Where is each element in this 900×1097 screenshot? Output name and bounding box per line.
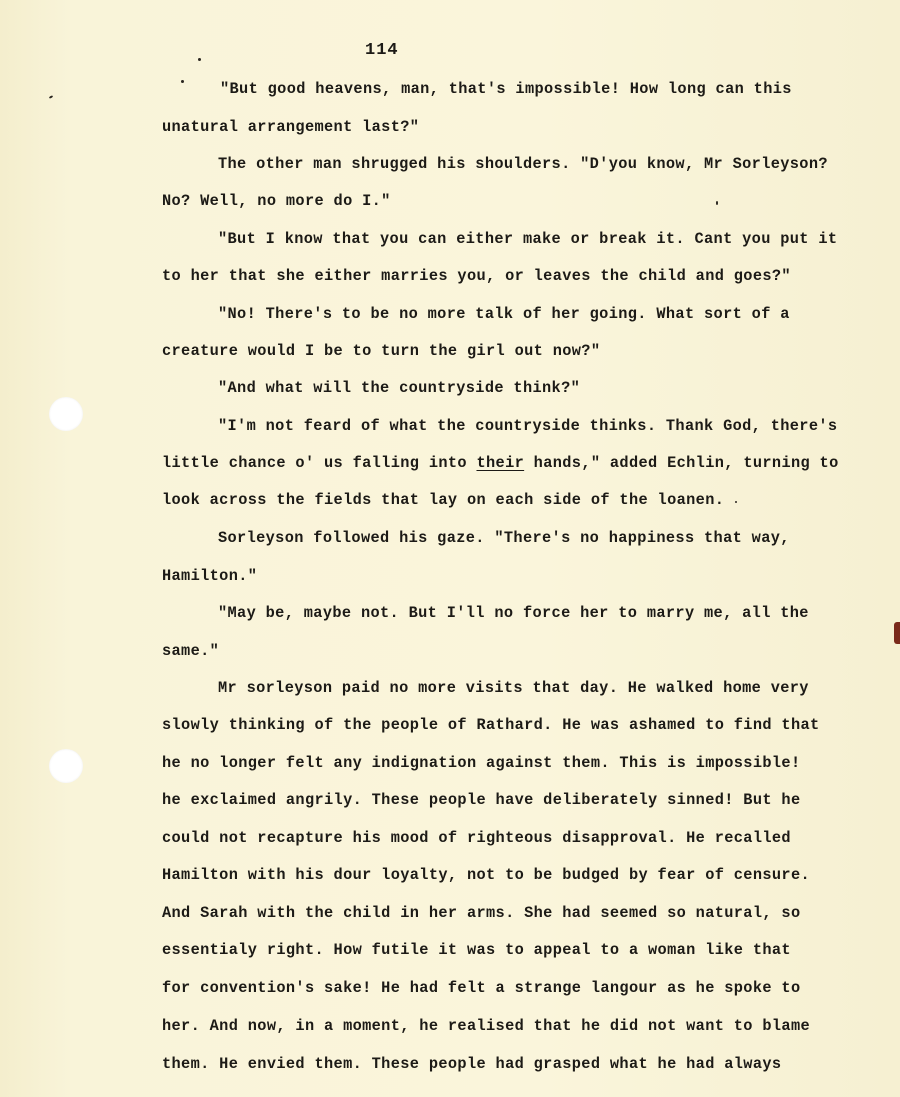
text-line: Mr sorleyson paid no more visits that day. He walked home very [218, 679, 809, 697]
text-line: look across the fields that lay on each side of the loanen. [162, 491, 725, 509]
text-line: "But good heavens, man, that's impossible! How long can this [220, 80, 792, 98]
text-line: Hamilton with his dour loyalty, not to be budged by fear of censure. [162, 866, 811, 884]
text-line: slowly thinking of the people of Rathard. He was ashamed to find that [162, 716, 820, 734]
text-line: her. And now, in a moment, he realised that he did not want to blame [162, 1017, 811, 1035]
text-line: Sorleyson followed his gaze. "There's no happiness that way, [218, 529, 790, 547]
ink-speck [716, 201, 718, 205]
text-line: "But I know that you can either make or break it. Cant you put it [218, 230, 838, 248]
text-line: "I'm not feard of what the countryside thinks. Thank God, there's [218, 417, 838, 435]
text-line: The other man shrugged his shoulders. "D'you know, Mr Sorleyson? [218, 155, 828, 173]
text-line: same." [162, 642, 220, 660]
text-line: he exclaimed angrily. These people have deliberately sinned! But he [162, 791, 801, 809]
text-line [162, 453, 839, 473]
text-line: essentialy right. How futile it was to appeal to a woman like that [162, 941, 791, 959]
text-line: "May be, maybe not. But I'll no force her to marry me, all the [218, 604, 809, 622]
text-line: them. He envied them. These people had grasped what he had always [162, 1055, 782, 1073]
text-segment: little chance o' us falling into [162, 454, 477, 472]
text-line: to her that she either marries you, or leaves the child and goes?" [162, 267, 791, 285]
text-line: "No! There's to be no more talk of her going. What sort of a [218, 305, 790, 323]
text-segment: hands," added Echlin, turning to [524, 454, 839, 472]
text-line: creature would I be to turn the girl out now?" [162, 342, 601, 360]
ink-speck [49, 95, 53, 99]
punch-hole-lower [49, 749, 83, 783]
ink-speck [181, 80, 184, 83]
text-line: "And what will the countryside think?" [218, 379, 581, 397]
text-line: unatural arrangement last?" [162, 118, 420, 136]
edge-mark [894, 622, 900, 644]
text-line: he no longer felt any indignation against them. This is impossible! [162, 754, 801, 772]
ink-speck [198, 58, 201, 61]
ink-speck [735, 501, 737, 503]
page-number: 114 [365, 41, 399, 60]
underlined-word: their [476, 454, 525, 472]
punch-hole-upper [49, 397, 83, 431]
text-line: Hamilton." [162, 567, 258, 585]
text-line: for convention's sake! He had felt a strange langour as he spoke to [162, 979, 801, 997]
text-line: No? Well, no more do I." [162, 192, 391, 210]
text-line: could not recapture his mood of righteous disapproval. He recalled [162, 829, 791, 847]
text-line: And Sarah with the child in her arms. She had seemed so natural, so [162, 904, 801, 922]
